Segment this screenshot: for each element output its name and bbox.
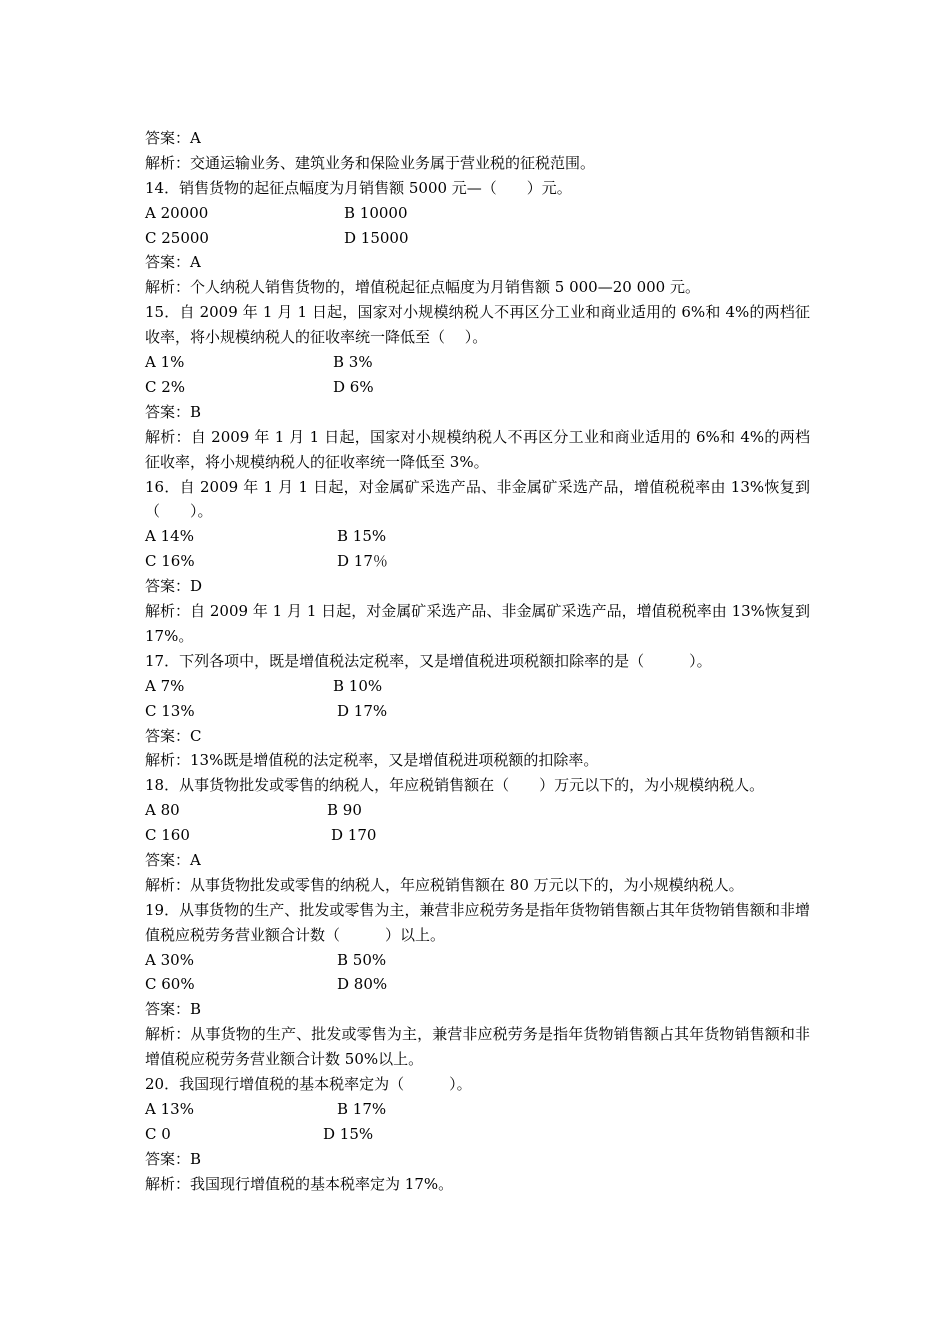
- option-d: D 15%: [323, 1124, 374, 1143]
- options-row: [145, 1097, 810, 1122]
- analysis-14: 解析：个人纳税人销售货物的，增值税起征点幅度为月销售额 5 000—20 000 元。: [145, 278, 700, 297]
- answer-15: 答案：B: [145, 402, 202, 421]
- option-a: A 80: [145, 801, 180, 820]
- analysis-15: 解析：自 2009 年 1 月 1 日起，国家对小规模纳税人不再区分工业和商业适用的 6%和 4%的两档征收率，将小规模纳税人的征收率统一降低至 3%。: [145, 427, 810, 471]
- option-a: A 14%: [145, 527, 194, 546]
- answer-17: 答案：C: [145, 726, 202, 745]
- options-row: [145, 524, 810, 549]
- analysis-19: 解析：从事货物的生产、批发或零售为主，兼营非应税劳务是指年货物销售额占其年货物销售额和非增值税应税劳务营业额合计数 50%以上。: [145, 1025, 810, 1069]
- question-18: 18．从事货物批发或零售的纳税人，年应税销售额在（ ）万元以下的，为小规模纳税人。: [145, 776, 765, 795]
- option-b: B 90: [327, 801, 362, 820]
- question-16: 16．自 2009 年 1 月 1 日起，对金属矿采选产品、非金属矿采选产品，增值税税率由 13%恢复到（ ）。: [145, 477, 810, 521]
- document-body: [145, 126, 810, 1197]
- options-row: [145, 549, 810, 574]
- options-row: [145, 798, 810, 823]
- options-row: [145, 201, 810, 226]
- answer-20: 答案：B: [145, 1149, 202, 1168]
- option-b: B 50%: [337, 950, 387, 969]
- analysis-17: 解析：13%既是增值税的法定税率，又是增值税进项税额的扣除率。: [145, 751, 599, 770]
- analysis-16: 解析：自 2009 年 1 月 1 日起，对金属矿采选产品、非金属矿采选产品，增值税税率由 13%恢复到 17%。: [145, 602, 810, 645]
- option-d: D 80%: [337, 975, 388, 994]
- option-c: C 60%: [145, 975, 195, 994]
- answer-19: 答案：B: [145, 1000, 202, 1019]
- option-d: D 17％: [337, 552, 388, 571]
- option-a: A 20000: [145, 203, 209, 222]
- option-b: B 3%: [333, 353, 373, 372]
- option-b: B 17%: [337, 1099, 387, 1118]
- answer-18: 答案：A: [145, 850, 201, 869]
- option-d: D 170: [331, 826, 377, 845]
- option-d: D 15000: [344, 228, 409, 247]
- question-14: 14．销售货物的起征点幅度为月销售额 5000 元—（ ）元。: [145, 178, 572, 197]
- option-a: A 13%: [145, 1099, 194, 1118]
- option-b: B 10%: [333, 676, 383, 695]
- options-row: [145, 375, 810, 400]
- analysis-13: 解析：交通运输业务、建筑业务和保险业务属于营业税的征税范围。: [145, 153, 596, 172]
- options-row: [145, 948, 810, 973]
- option-c: C 16%: [145, 552, 195, 571]
- analysis-20: 解析：我国现行增值税的基本税率定为 17%。: [145, 1174, 454, 1193]
- option-a: A 7%: [145, 676, 185, 695]
- option-c: C 0: [145, 1124, 171, 1143]
- option-b: B 15%: [337, 527, 387, 546]
- answer-14: 答案：A: [145, 253, 201, 272]
- options-row: [145, 823, 810, 848]
- option-d: D 17%: [337, 701, 388, 720]
- option-c: C 13%: [145, 701, 195, 720]
- analysis-18: 解析：从事货物批发或零售的纳税人，年应税销售额在 80 万元以下的，为小规模纳税人。: [145, 875, 744, 894]
- question-20: 20．我国现行增值税的基本税率定为（ ）。: [145, 1075, 472, 1094]
- options-row: [145, 350, 810, 375]
- option-c: C 25000: [145, 228, 209, 247]
- options-row: [145, 226, 810, 251]
- options-row: [145, 699, 810, 724]
- answer-16: 答案：D: [145, 577, 203, 596]
- question-19: 19．从事货物的生产、批发或零售为主，兼营非应税劳务是指年货物销售额占其年货物销售额和非增值税应税劳务营业额合计数（ ）以上。: [145, 900, 810, 944]
- option-b: B 10000: [344, 203, 408, 222]
- answer-13: 答案：A: [145, 129, 201, 147]
- question-17: 17．下列各项中，既是增值税法定税率，又是增值税进项税额扣除率的是（ ）。: [145, 651, 712, 670]
- options-row: [145, 674, 810, 699]
- question-15: 15．自 2009 年 1 月 1 日起，国家对小规模纳税人不再区分工业和商业适用的 6%和 4%的两档征收率，将小规模纳税人的征收率统一降低至（ ）。: [145, 303, 810, 347]
- option-c: C 160: [145, 826, 190, 845]
- option-c: C 2%: [145, 377, 186, 396]
- options-row: [145, 972, 810, 997]
- option-d: D 6%: [333, 377, 374, 396]
- option-a: A 1%: [145, 353, 185, 372]
- option-a: A 30%: [145, 950, 194, 969]
- options-row: [145, 1122, 810, 1147]
